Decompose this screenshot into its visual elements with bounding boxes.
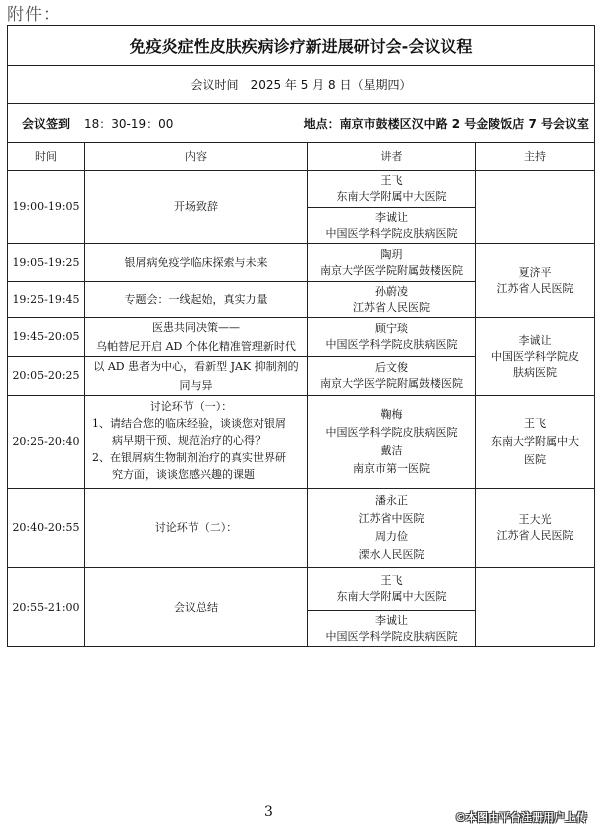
venue: 地点：南京市鼓楼区汉中路 2 号金陵饭店 7 号会议室 <box>303 117 589 131</box>
meeting-date: 2025 年 5 月 8 日（星期四） <box>250 78 412 92</box>
speaker-name: 李诚让 <box>375 210 408 224</box>
speaker-name: 王飞 <box>380 174 403 187</box>
row-time: 19:05-19:25 <box>12 255 80 269</box>
speaker-cell <box>308 171 475 207</box>
speaker-org: 东南大学附属中大医院 <box>336 590 447 603</box>
row-time: 20:25-20:40 <box>12 435 80 448</box>
row-time: 20:55-21:00 <box>12 600 80 614</box>
row-content: 开场致辞 <box>174 200 218 213</box>
speaker-name: 李诚让 <box>375 614 408 627</box>
speaker-name: 周力俭 <box>375 530 408 543</box>
host-org: 江苏省人民医院 <box>496 529 574 542</box>
content-line: 讨论环节（一）： <box>149 400 233 413</box>
upload-watermark: ©本图由平台注册用户上传 <box>455 811 587 824</box>
row-time: 20:05-20:25 <box>12 369 80 382</box>
host-org: 医院 <box>524 453 546 466</box>
host-cell <box>476 244 594 317</box>
content-line: 医患共同决策—— <box>152 321 240 334</box>
signin-row <box>22 105 173 142</box>
host-cell <box>476 396 594 488</box>
speaker-org: 东南大学附属中大医院 <box>336 190 447 203</box>
speaker-cell <box>308 282 475 317</box>
speaker-org: 南京大学医学院附属鼓楼医院 <box>320 377 463 390</box>
row-content: 讨论环节（二）： <box>154 521 238 534</box>
host-org: 肤病医院 <box>513 365 557 379</box>
content-line: 以 AD 患者为中心，看新型 JAK 抑制剂的 <box>93 360 299 373</box>
content-line: 同与异 <box>179 379 213 392</box>
header-content: 内容 <box>185 149 207 163</box>
speaker-name: 陶玥 <box>380 247 403 261</box>
content-line: 2、在银屑病生物制剂治疗的真实世界研 <box>92 451 286 464</box>
row-content: 专题会：一线起始，真实力量 <box>124 292 268 306</box>
speaker-org: 中国医学科学院皮肤病医院 <box>325 226 458 240</box>
host-cell <box>476 318 594 395</box>
content-line: 病早期干预、规范治疗的心得？ <box>112 434 266 447</box>
speaker-name: 后文俊 <box>375 361 408 374</box>
speaker-name: 孙蔚凌 <box>375 284 408 298</box>
row-content: 会议总结 <box>174 600 218 614</box>
meeting-date-row <box>8 66 594 103</box>
host-cell <box>476 489 594 567</box>
speaker-name: 潘永正 <box>375 494 408 507</box>
signin-label: 会议签到 <box>22 117 71 131</box>
signin-time: 18：30-19：00 <box>84 117 174 131</box>
host-org: 中国医学科学院皮 <box>491 349 579 363</box>
speaker-cell <box>308 396 475 488</box>
row-content <box>85 319 307 355</box>
table-divider <box>7 103 595 104</box>
speaker-org: 南京市第一医院 <box>353 462 430 475</box>
host-name: 夏济平 <box>518 265 552 279</box>
row-content <box>85 357 307 395</box>
speaker-cell <box>308 208 475 243</box>
agenda-title: 免疫炎症性皮肤疾病诊疗新进展研讨会-会议议程 <box>129 36 473 56</box>
page-number: 3 <box>264 804 273 820</box>
host-name: 王大光 <box>518 513 552 526</box>
speaker-org: 溧水人民医院 <box>358 548 425 561</box>
header-host: 主持 <box>524 149 546 163</box>
content-line: 1、请结合您的临床经验，谈谈您对银屑 <box>92 417 286 430</box>
host-org: 东南大学附属中大 <box>491 435 579 448</box>
meeting-time-label: 会议时间 <box>190 78 239 92</box>
row-time: 19:00-19:05 <box>12 200 80 213</box>
speaker-cell <box>308 611 475 647</box>
speaker-org: 中国医学科学院皮肤病医院 <box>325 630 458 643</box>
header-time: 时间 <box>35 149 57 163</box>
content-line: 乌帕替尼开启 AD 个体化精准管理新时代 <box>96 340 296 353</box>
host-org: 江苏省人民医院 <box>496 281 574 295</box>
row-time: 19:45-20:05 <box>12 330 80 343</box>
row-time: 19:25-19:45 <box>12 292 80 306</box>
content-line: 究方面，谈谈您感兴趣的课题 <box>112 468 255 481</box>
speaker-cell <box>308 244 475 281</box>
row-time: 20:40-20:55 <box>12 521 80 534</box>
speaker-cell <box>308 318 475 356</box>
row-content <box>92 398 304 483</box>
speaker-name: 顾宁琰 <box>375 322 408 335</box>
header-speaker: 讲者 <box>380 149 403 163</box>
speaker-name: 戴洁 <box>380 444 403 457</box>
row-content: 银屑病免疫学临床探索与未来 <box>124 255 268 269</box>
speaker-name: 鞠梅 <box>380 408 403 421</box>
speaker-org: 江苏省中医院 <box>358 512 425 525</box>
speaker-org: 中国医学科学院皮肤病医院 <box>325 338 458 351</box>
attachment-label: 附件： <box>7 5 61 25</box>
speaker-cell <box>308 357 475 395</box>
speaker-name: 王飞 <box>380 574 403 587</box>
speaker-org: 中国医学科学院皮肤病医院 <box>325 426 458 439</box>
speaker-cell <box>308 568 475 610</box>
host-name: 李诚让 <box>518 333 552 347</box>
speaker-cell <box>308 489 475 567</box>
speaker-org: 江苏省人民医院 <box>353 300 430 314</box>
speaker-org: 南京大学医学院附属鼓楼医院 <box>320 263 463 277</box>
host-name: 王飞 <box>524 417 546 430</box>
